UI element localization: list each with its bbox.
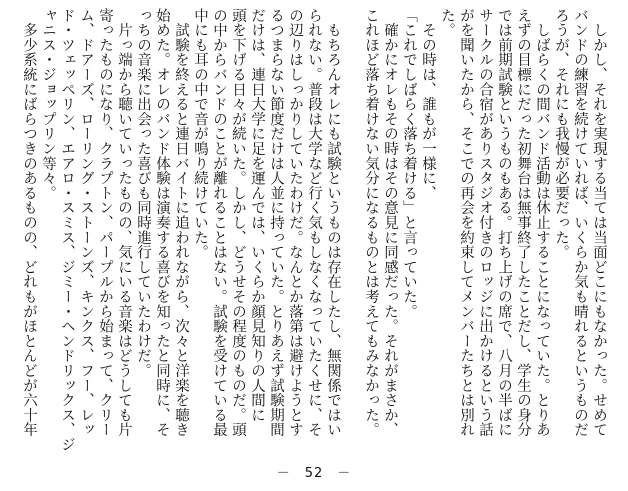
text-line: 寄ったものになり、クラプトン、パープルから始まって、クリー	[97, 8, 113, 438]
text-line: られない。普段は大学など行く気もしなくなっていたくせに、そ	[306, 8, 322, 438]
text-line: ャニス・ジョップリン等々。	[40, 8, 56, 201]
text-line: がを聞いたから、そこでの再会を約束してメンバーたちとは別れ	[458, 8, 474, 438]
text-line: 始めた。オレのバンド体験は演奏する喜びを知ったと同時に、そ	[154, 8, 170, 438]
text-line: ド・ツェッペリン、エアロ・スミス、ジミー・ヘンドリックス、ジ	[59, 8, 75, 452]
text-line: っちの音楽に出会った喜びも同時進行していたわけだ。	[135, 8, 151, 378]
text-line: の辺りはしっかりしていたわけだ。なんとか落第は避けようとす	[287, 8, 303, 438]
body-text	[19, 8, 608, 456]
text-line: えずの目標にだった初舞台は無事終了したことだし、学生の身分	[515, 8, 531, 438]
text-line: では前期試験というものもある。打ち上げの席で、八月の半ばに	[496, 8, 512, 438]
text-line: その時は、誰もが一様に、	[420, 8, 436, 201]
text-line: しかし、それを実現する当ては当面どこにもなかった。せめて	[591, 8, 607, 438]
text-line: 中にも耳の中で音が鳴り続けていた。	[192, 8, 208, 260]
text-line: 試験を終えると連日バイトに追われながら、次々と洋楽を聴き	[173, 8, 189, 438]
text-line: るつまらない節度だけは人並に持っていた。とりあえず試験期間	[268, 8, 284, 438]
text-line: 「これでしばらく落ち着ける」と言っていた。	[401, 8, 417, 319]
text-line: サークルの合宿がありスタジオ付きのロッジに出かけるという話	[477, 8, 493, 438]
text-line: た。	[439, 8, 455, 38]
text-line: 片っ端から聴いていったものの、気にいる音楽はどうしても片	[116, 8, 132, 438]
text-line: だけは、連日大学に足を運んでは、いくらか顔見知りの人間に	[249, 8, 265, 423]
text-line: もちろんオレにも試験というものは存在したし、無関係ではい	[325, 8, 341, 438]
text-line: 多少系統にばらつきのあるものの、どれもがほとんどが六十年	[21, 8, 37, 438]
text-line: ろうが、それにも我慢が必要だった。	[553, 8, 569, 260]
text-line: ム、ドアーズ、ローリング・ストーンズ、キンクス、フー、レッ	[78, 8, 94, 438]
text-line: しばらくの間バンド活動は休止することになっていた。とりあ	[534, 8, 550, 438]
page-number: － 52 －	[276, 466, 352, 481]
text-line: 頭を下げる日々が続いた。しかし、どうせその程度のものだ。頭	[230, 8, 246, 438]
section-break	[342, 8, 361, 456]
text-line: バンドの練習を続けていれば、いくらか気も晴れるというものだ	[572, 8, 588, 438]
text-line: 確かにオレもその時はその意見に同感だった。それがまさか、	[382, 8, 398, 438]
text-line: の中からバンドのことが離れることはない。試験を受けている最	[211, 8, 227, 438]
text-line: これほど落ち着けない気分になるものとは考えてもみなかった。	[363, 8, 379, 438]
